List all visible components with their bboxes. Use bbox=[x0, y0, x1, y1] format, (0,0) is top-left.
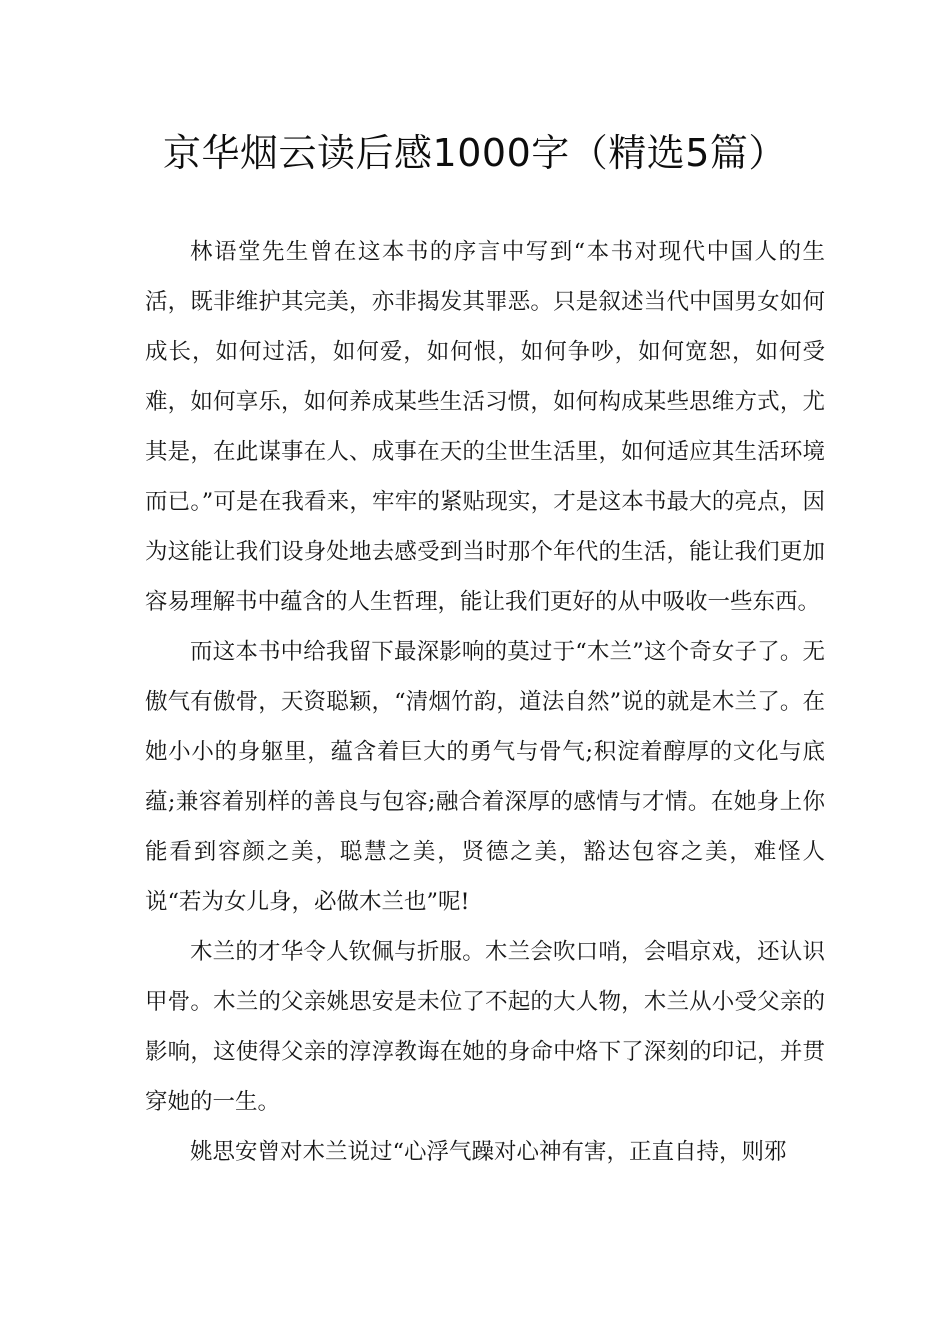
document-body bbox=[145, 227, 825, 1177]
document-title: 京华烟云读后感1000字（精选5篇） bbox=[163, 131, 787, 175]
paragraph: 林语堂先生曾在这本书的序言中写到“本书对现代中国人的生活，既非维护其完美，亦非揭发其罪恶。只是叙述当代中国男女如何成长，如何过活，如何爱，如何恨，如何争吵，如何宽恕，如何受难，如何享乐，如何养成某些生活习惯，如何构成某些思维方式，尤其是，在此谋事在人、成事在天的尘世生活里，如何适应其生活环境而已。”可是在我看来，牢牢的紧贴现实，才是这本书最大的亮点，因为这能让我们设身处地去感受到当时那个年代的生活，能让我们更加容易理解书中蕴含的人生哲理，能让我们更好的从中吸收一些东西。 bbox=[145, 239, 825, 615]
paragraph: 而这本书中给我留下最深影响的莫过于“木兰”这个奇女子了。无傲气有傲骨，天资聪颖，“清烟竹韵，道法自然”说的就是木兰了。在她小小的身躯里，蕴含着巨大的勇气与骨气;积淀着醇厚的文化与底蕴;兼容着别样的善良与包容;融合着深厚的感情与才情。在她身上你能看到容颜之美，聪慧之美，贤德之美，豁达包容之美，难怪人说“若为女儿身，必做木兰也”呢! bbox=[145, 639, 825, 915]
paragraph: 姚思安曾对木兰说过“心浮气躁对心神有害，正直自持，则邪 bbox=[190, 1139, 787, 1165]
paragraph: 木兰的才华令人钦佩与折服。木兰会吹口哨，会唱京戏，还认识甲骨。木兰的父亲姚思安是未位了不起的大人物，木兰从小受父亲的影响，这使得父亲的淳淳教诲在她的身命中烙下了深刻的印记，并贯穿她的一生。 bbox=[145, 939, 825, 1115]
